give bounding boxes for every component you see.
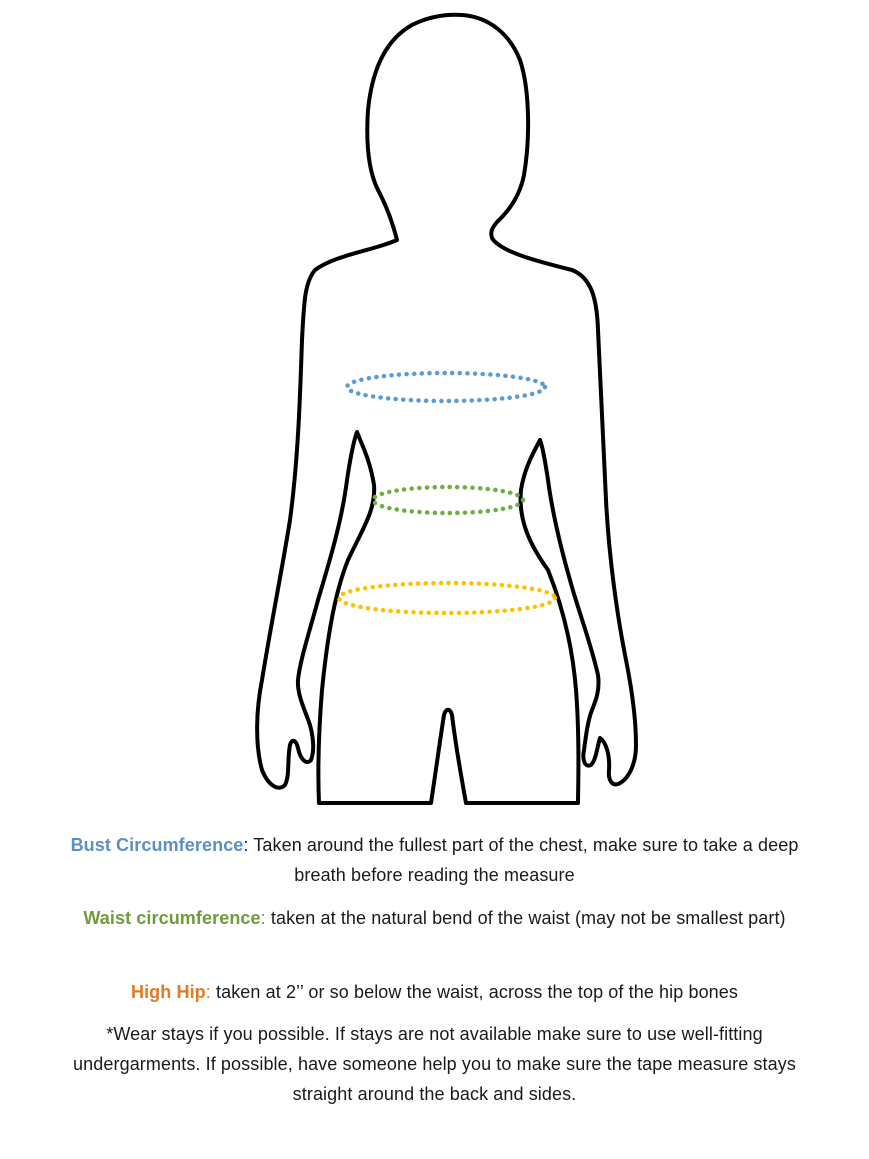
hip-description: taken at 2’’ or so below the waist, across the top of the hip bones [210, 982, 739, 1002]
waist-measure-line [373, 487, 523, 513]
stays-note: *Wear stays if you possible. If stays are not available make sure to use well-fitting undergarments. If possible, have someone help you to make sure the tape measure stays straight around the back and sides. [73, 1024, 796, 1104]
bust-measure-line [347, 373, 545, 401]
waist-colon: : [260, 908, 266, 928]
high-hip-measure-line [339, 583, 555, 613]
waist-term: Waist circumference [83, 908, 261, 928]
female-silhouette-icon [257, 15, 636, 803]
hip-colon: : [205, 982, 211, 1002]
hip-term: High Hip [130, 982, 206, 1002]
waist-caption [70, 903, 799, 933]
bust-description: : Taken around the fullest part of the chest, make sure to take a deep breath before reading the measure [243, 835, 799, 885]
bust-term: Bust Circumference [70, 835, 244, 855]
bust-caption [70, 830, 799, 890]
hip-caption [70, 977, 799, 1007]
waist-description: taken at the natural bend of the waist (may not be smallest part) [265, 908, 786, 928]
